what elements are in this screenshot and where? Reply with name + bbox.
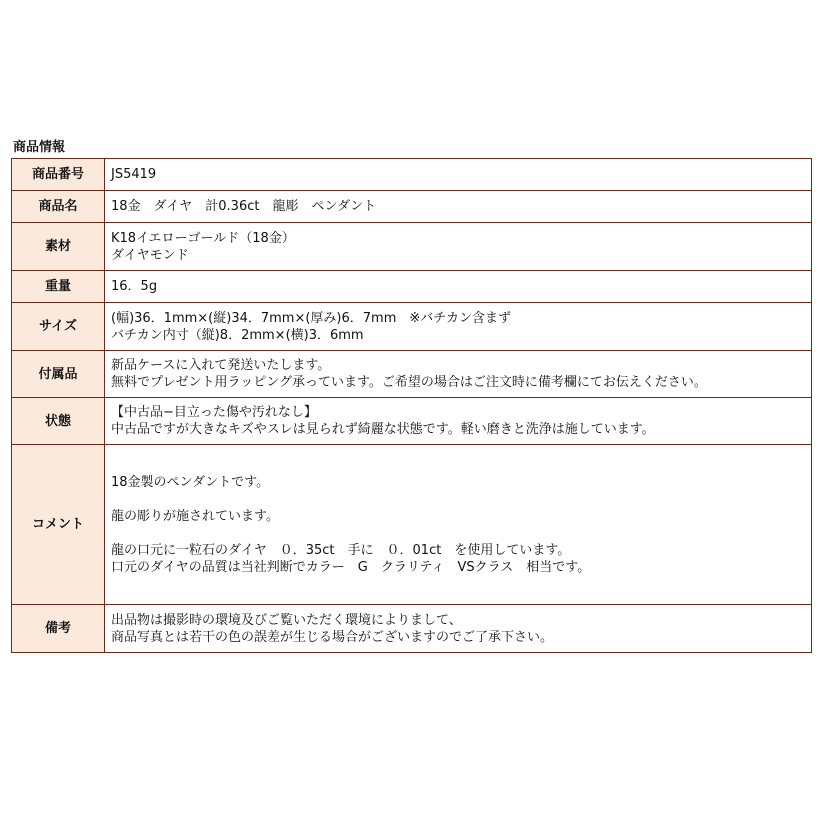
- label-accessories: 付属品: [12, 351, 105, 398]
- label-material: 素材: [12, 223, 105, 271]
- material-line: ダイヤモンド: [111, 247, 189, 263]
- value-item-name: 18金 ダイヤ 計0.36ct 龍彫 ペンダント: [105, 191, 812, 223]
- comment-line: 龍の口元に一粒石のダイヤ ０．35ct 手に ０．01ct を使用しています。: [111, 542, 571, 558]
- row-material: [12, 223, 812, 271]
- comment-line: 18金製のペンダントです。: [111, 474, 270, 490]
- condition-line: 中古品ですが大きなキズやスレは見られず綺麗な状態です。軽い磨きと洗浄は施しています。: [111, 422, 655, 437]
- row-accessories: [12, 351, 812, 398]
- row-comment: [12, 445, 812, 605]
- product-info-section: [11, 138, 812, 653]
- condition-line: 【中古品−目立った傷や汚れなし】: [111, 405, 317, 420]
- label-item-number: 商品番号: [12, 159, 105, 191]
- label-condition: 状態: [12, 398, 105, 445]
- row-condition: [12, 398, 812, 445]
- row-notes: [12, 605, 812, 653]
- comment-blank-line: [111, 491, 807, 508]
- row-item-name: [12, 191, 812, 223]
- size-line: (幅)36．1mm×(縦)34．7mm×(厚み)6．7mm ※バチカン含まず: [111, 310, 511, 326]
- label-size: サイズ: [12, 303, 105, 351]
- notes-line: 出品物は撮影時の環境及びご覧いただく環境によりまして、: [111, 612, 462, 628]
- row-weight: [12, 271, 812, 303]
- comment-line: 口元のダイヤの品質は当社判断でカラー G クラリティ VSクラス 相当です。: [111, 559, 591, 575]
- label-weight: 重量: [12, 271, 105, 303]
- size-line: バチカン内寸（縦)8．2mm×(横)3．6mm: [111, 327, 364, 343]
- label-notes: 備考: [12, 605, 105, 653]
- accessories-line: 新品ケースに入れて発送いたします。: [111, 358, 331, 373]
- notes-line: 商品写真とは若干の色の誤差が生じる場合がございますのでご了承下さい。: [111, 629, 554, 645]
- value-comment: [105, 445, 812, 605]
- section-title: 商品情報: [13, 140, 66, 155]
- value-weight: 16．5g: [105, 271, 812, 303]
- accessories-line: 無料でプレゼント用ラッピング承っています。ご希望の場合はご注文時に備考欄にてお伝えください。: [111, 375, 707, 390]
- value-condition: [105, 398, 812, 445]
- value-accessories: [105, 351, 812, 398]
- label-comment: コメント: [12, 445, 105, 605]
- material-line: K18イエローゴールド（18金）: [111, 230, 295, 246]
- comment-blank-line: [111, 525, 807, 542]
- value-item-number: JS5419: [105, 159, 812, 191]
- product-info-table: [11, 158, 812, 653]
- comment-line: 龍の彫りが施されています。: [111, 508, 279, 524]
- value-material: [105, 223, 812, 271]
- row-item-number: [12, 159, 812, 191]
- row-size: [12, 303, 812, 351]
- value-notes: [105, 605, 812, 653]
- value-size: [105, 303, 812, 351]
- label-item-name: 商品名: [12, 191, 105, 223]
